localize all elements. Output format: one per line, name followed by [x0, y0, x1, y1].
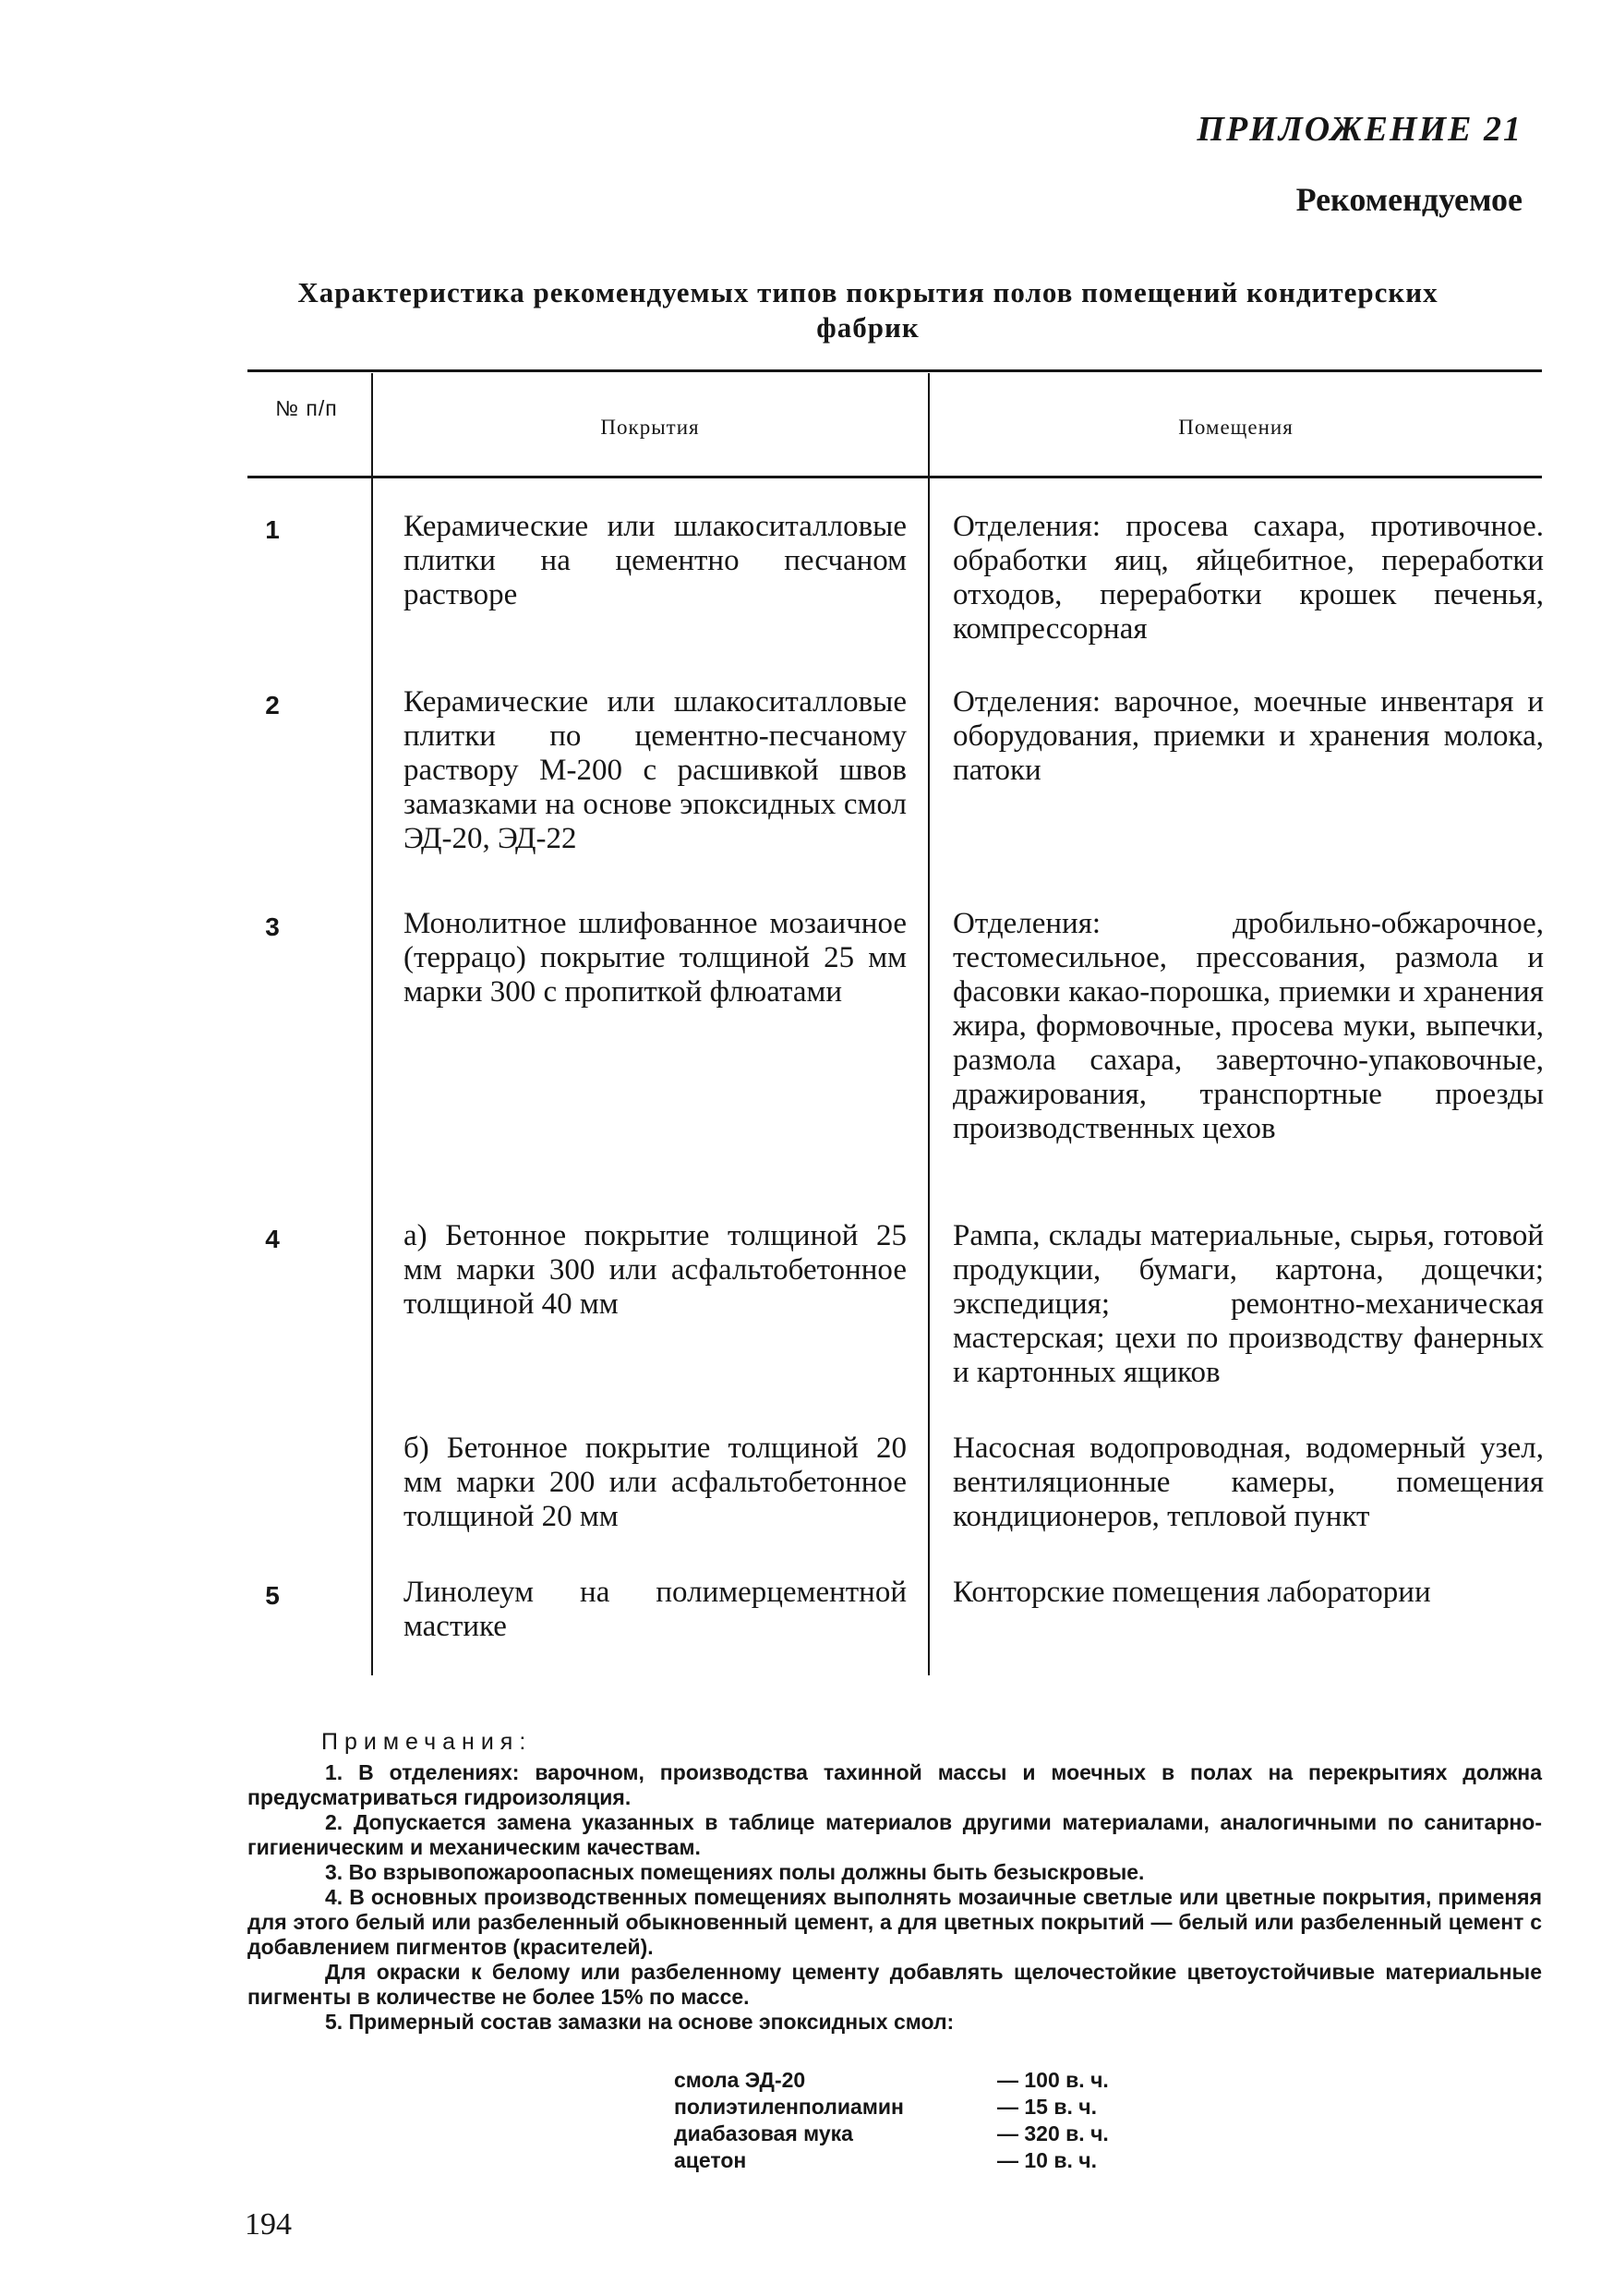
- notes-title: Примечания:: [321, 1729, 533, 1755]
- row-number: 4: [265, 1225, 280, 1253]
- recommended-label: Рекомендуемое: [1295, 181, 1523, 218]
- page-number: 194: [245, 2207, 292, 2242]
- row-number: 5: [265, 1581, 280, 1610]
- table-column-divider-1: [371, 373, 373, 1675]
- composition-row: [674, 2094, 1145, 2121]
- column-header-rooms: Помещения: [1178, 416, 1294, 439]
- rooms-cell: Рампа, склады материальные, сырья, готовой продукции, бумаги, картона, дощечки; экспедиция; ремонтно-механическая мастерская; цехи по производству фанерных и картонных ящиков: [953, 1219, 1544, 1389]
- table-header-rule: [247, 476, 1542, 478]
- composition-value: — 100 в. ч.: [997, 2068, 1109, 2092]
- notes-list: [247, 1760, 1542, 2035]
- note-item: 3. Во взрывопожароопасных помещениях полы должны быть безыскровые.: [325, 1860, 1145, 1884]
- coating-cell: Керамические или шлакоситалловые плитки по цементно-песчаному раствору М-200 с расшивкой швов замазками на основе эпоксидных смол ЭД-20, ЭД-22: [403, 685, 907, 855]
- note-item: Для окраски к белому или разбеленному цементу добавлять щелочестойкие цветоустойчивые материальные пигменты в количестве не более 15% по массе.: [247, 1960, 1542, 2009]
- coating-cell: а) Бетонное покрытие толщиной 25 мм марки 300 или асфальтобетонное толщиной 40 мм: [403, 1219, 907, 1321]
- coating-cell: Линолеум на полимерцементной мастике: [403, 1576, 907, 1643]
- table-column-divider-2: [928, 373, 930, 1675]
- composition-row: [674, 2067, 1145, 2094]
- composition-value: — 10 в. ч.: [997, 2148, 1098, 2172]
- rooms-cell: Конторские помещения лаборатории: [953, 1576, 1431, 1609]
- row-number: 1: [265, 515, 280, 544]
- note-item: 4. В основных производственных помещениях выполнять мозаичные светлые или цветные покрытия, применяя для этого белый или разбеленный обыкновенный цемент, а для цветных покрытий — белый или разбеленный цемент с добавлением пигментов (красителей).: [247, 1885, 1542, 1959]
- note-item: 2. Допускается замена указанных в таблице материалов другими материалами, аналогичными по санитарно-гигиеническим и механическим качествам.: [247, 1810, 1542, 1859]
- column-header-coating: Покрытия: [600, 416, 700, 439]
- coating-cell: б) Бетонное покрытие толщиной 20 мм марки 200 или асфальтобетонное толщиной 20 мм: [403, 1432, 907, 1533]
- row-number: 2: [265, 691, 280, 719]
- note-item: 5. Примерный состав замазки на основе эпоксидных смол:: [325, 2010, 955, 2034]
- column-header-number-text: № п/п: [275, 396, 338, 420]
- column-header-number: [251, 395, 362, 421]
- rooms-cell: Отделения: дробильно-обжарочное, тестомесильное, прессования, размола и фасовки какао-порошка, приемки и хранения жира, формовочные, просева муки, выпечки, размола сахара, заверточно-упаковочные, дражирования, транспортные проезды производственных цехов: [953, 907, 1544, 1145]
- composition-name: полиэтиленполиамин: [674, 2095, 904, 2119]
- rooms-cell: Отделения: варочное, моечные инвентаря и оборудования, приемки и хранения молока, патоки: [953, 685, 1544, 787]
- composition-name: диабазовая мука: [674, 2121, 853, 2145]
- document-title: Характеристика рекомендуемых типов покрытия полов помещений кондитерских фабрик: [297, 276, 1438, 344]
- composition-value: — 15 в. ч.: [997, 2095, 1098, 2119]
- rooms-cell: Насосная водопроводная, водомерный узел, вентиляционные камеры, помещения кондиционеров, тепловой пункт: [953, 1432, 1544, 1533]
- composition-list: [674, 2067, 1145, 2174]
- coating-cell: Керамические или шлакоситалловые плитки на цементно песчаном растворе: [403, 510, 907, 611]
- coating-cell: Монолитное шлифованное мозаичное (террацо) покрытие толщиной 25 мм марки 300 с пропиткой флюатами: [403, 907, 907, 1009]
- composition-name: ацетон: [674, 2148, 747, 2172]
- row-number: 3: [265, 912, 280, 941]
- composition-value: — 320 в. ч.: [997, 2121, 1109, 2145]
- note-item: 1. В отделениях: варочном, производства тахинной массы и моечных в полах на перекрытиях должна предусматриваться гидроизоляция.: [247, 1760, 1542, 1809]
- appendix-label: ПРИЛОЖЕНИЕ 21: [1197, 110, 1523, 149]
- composition-row: [674, 2147, 1145, 2174]
- rooms-cell: Отделения: просева сахара, противочное. обработки яиц, яйцебитное, переработки отходов, переработки крошек печенья, компрессорная: [953, 510, 1544, 646]
- composition-name: смола ЭД-20: [674, 2068, 806, 2092]
- composition-row: [674, 2121, 1145, 2147]
- table-top-rule: [247, 369, 1542, 372]
